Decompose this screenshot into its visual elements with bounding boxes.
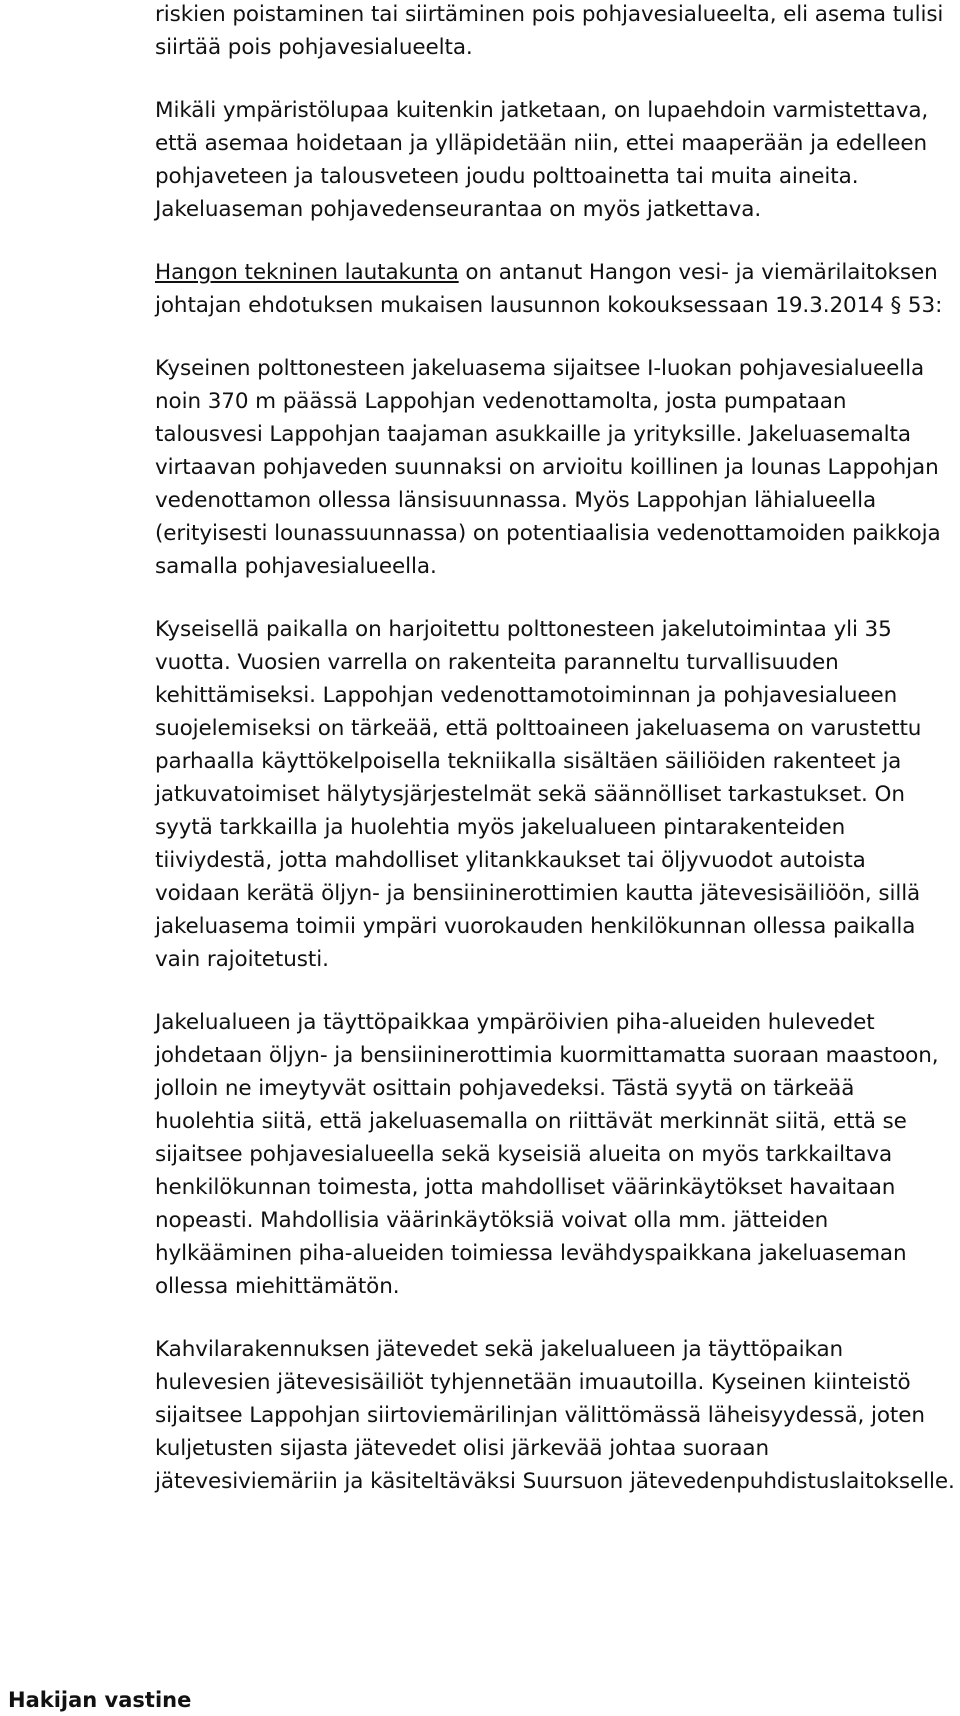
spacer xyxy=(155,1303,955,1333)
paragraph-statement-intro xyxy=(155,256,955,322)
spacer xyxy=(155,322,955,352)
paragraph-wastewater: Kahvilarakennuksen jätevedet sekä jakelualueen ja täyttöpaikan hulevesien jätevesisäiliöt tyhjennetään imuautoilla. Kyseinen kiinteistö sijaitsee Lappohjan siirtoviemärilinjan välittömässä läheisyydessä, joten kuljetusten sijasta jätevedet olisi järkevää johtaa suoraan jätevesiviemäriin ja käsiteltäväksi Suursuon jätevedenpuhdistuslaitokselle. xyxy=(155,1337,955,1494)
section-heading-applicant-response: Hakijan vastine xyxy=(8,1688,192,1712)
paragraph-permit-conditions: Mikäli ympäristölupaa kuitenkin jatketaan, on lupaehdoin varmistettava, että asemaa hoidetaan ja ylläpidetään niin, ettei maaperään ja edelleen pohjaveteen ja talousveteen joudu polttoainetta tai muita aineita. Jakeluaseman pohjavedenseurantaa on myös jatkettava. xyxy=(155,98,929,222)
paragraph-station-location: Kyseinen polttonesteen jakeluasema sijaitsee I-luokan pohjavesialueella noin 370 m päässä Lappohjan vedenottamolta, josta pumpataan talousvesi Lappohjan taajaman asukkaille ja yrityksille. Jakeluasemalta virtaavan pohjaveden suunnaksi on arvioitu koillinen ja lounas Lappohjan vedenottamon ollessa länsisuunnassa. Myös Lappohjan lähialueella (erityisesti lounassuunnassa) on potentiaalisia vedenottamoiden paikkoja samalla pohjavesialueella. xyxy=(155,356,941,579)
statement-intro-text: on antanut Hangon vesi- ja viemärilaitoksen johtajan ehdotuksen mukaisen lausunnon kokouksessaan 19.3.2014 § 53: xyxy=(155,260,943,318)
spacer xyxy=(155,226,955,256)
spacer xyxy=(155,583,955,613)
spacer xyxy=(155,976,955,1006)
paragraph-station-technology: Kyseisellä paikalla on harjoitettu polttonesteen jakelutoimintaa yli 35 vuotta. Vuosien varrella on rakenteita paranneltu turvallisuuden kehittämiseksi. Lappohjan vedenottamotoiminnan ja pohjavesialueen suojelemiseksi on tärkeää, että polttoaineen jakeluasema on varustettu parhaalla käyttökelpoisella tekniikalla sisältäen säiliöiden rakenteet ja jatkuvatoimiset hälytysjärjestelmät sekä säännölliset tarkastukset. On syytä tarkkailla ja huolehtia myös jakelualueen pintarakenteiden tiiviydestä, jotta mahdolliset ylitankkaukset tai öljyvuodot autoista voidaan kerätä öljyn- ja bensiininerottimien kautta jätevesisäiliöön, sillä jakeluasema toimii ympäri vuorokauden henkilökunnan ollessa paikalla vain rajoitetusti. xyxy=(155,617,922,972)
spacer xyxy=(155,64,955,94)
committee-reference: Hangon tekninen lautakunta xyxy=(155,260,459,285)
body-column xyxy=(155,0,955,1498)
paragraph-risk-removal: riskien poistaminen tai siirtäminen pois pohjavesialueelta, eli asema tulisi siirtää pois pohjavesialueelta. xyxy=(155,2,944,60)
paragraph-stormwater: Jakelualueen ja täyttöpaikkaa ympäröivien piha-alueiden hulevedet johdetaan öljyn- ja bensiininerottimia kuormittamatta suoraan maastoon, jolloin ne imeytyvät osittain pohjavedeksi. Tästä syytä on tärkeää huolehtia siitä, että jakeluasemalla on riittävät merkinnät siitä, että se sijaitsee pohjavesialueella sekä kyseisiä alueita on myös tarkkailtava henkilökunnan toimesta, jotta mahdolliset väärinkäytökset havaitaan nopeasti. Mahdollisia väärinkäytöksiä voivat olla mm. jätteiden hylkääminen piha-alueiden toimiessa levähdyspaikkana jakeluaseman ollessa miehittämätön. xyxy=(155,1010,939,1299)
